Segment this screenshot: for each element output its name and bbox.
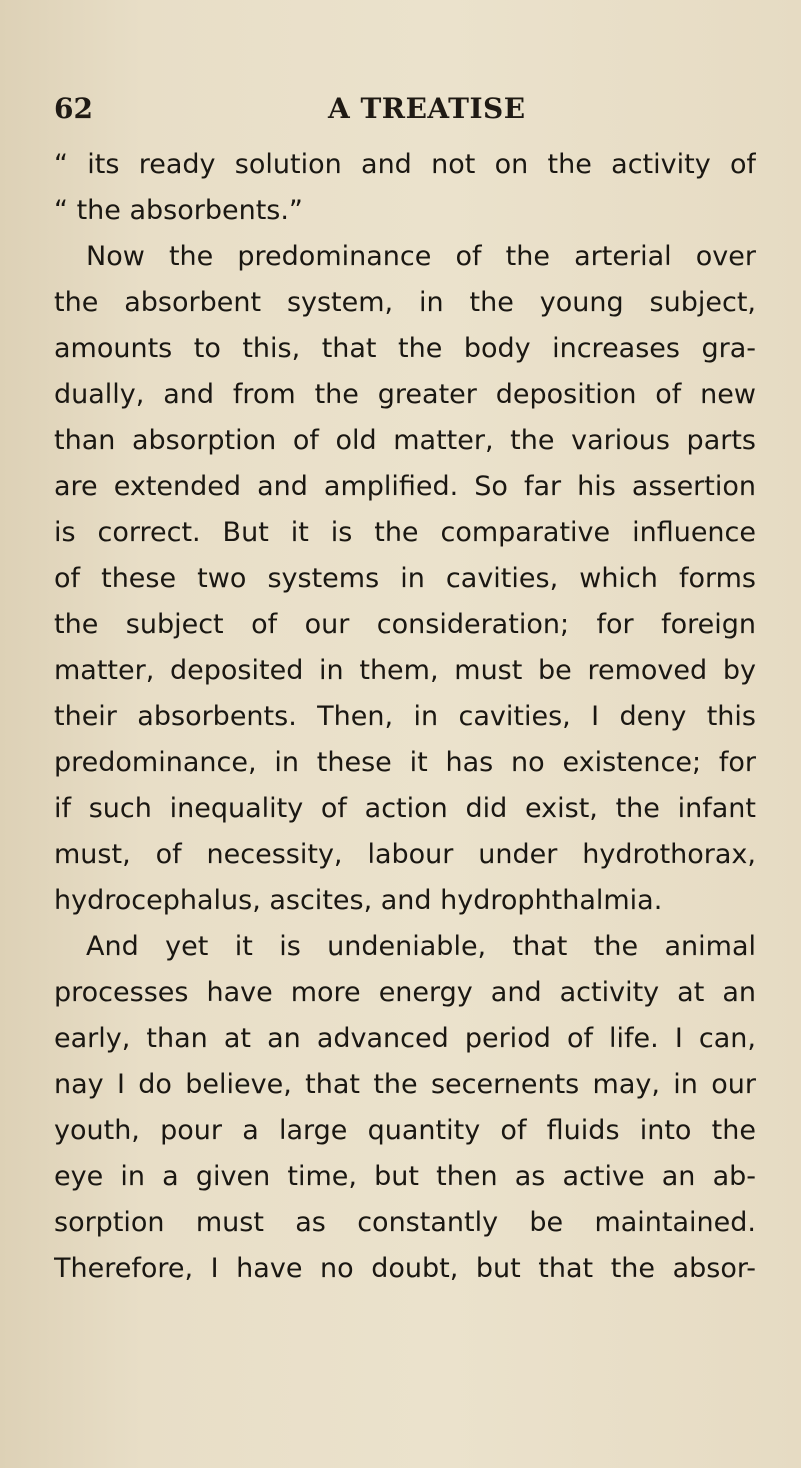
text-line: early, than at an advanced period of life. I can, — [54, 1023, 756, 1054]
text-line: of these two systems in cavities, which forms — [54, 563, 756, 594]
text-line: if such inequality of action did exist, the infant — [54, 793, 756, 824]
page-number: 62 — [54, 92, 93, 125]
text-line: processes have more energy and activity at an — [54, 977, 756, 1008]
text-line: sorption must as constantly be maintained. — [54, 1207, 756, 1238]
text-line: are extended and amplified. So far his assertion — [54, 471, 756, 502]
text-line: youth, pour a large quantity of fluids into the — [54, 1115, 756, 1146]
paragraph-first-line: And yet it is undeniable, that the animal — [86, 931, 756, 962]
text-line: amounts to this, that the body increases gra- — [54, 333, 756, 364]
text-line: is correct. But it is the comparative influence — [54, 517, 756, 548]
body-text — [54, 142, 756, 1292]
text-line: eye in a given time, but then as active an ab- — [54, 1161, 756, 1192]
text-line: Therefore, I have no doubt, but that the absor- — [54, 1253, 756, 1284]
page-header — [54, 92, 754, 132]
text-line: matter, deposited in them, must be removed by — [54, 655, 756, 686]
text-line: the absorbent system, in the young subject, — [54, 287, 756, 318]
text-line: their absorbents. Then, in cavities, I deny this — [54, 701, 756, 732]
paragraph-first-line: Now the predominance of the arterial over — [86, 241, 756, 272]
text-line: dually, and from the greater deposition of new — [54, 379, 756, 410]
text-line: “ the absorbents.” — [54, 195, 303, 226]
text-line: than absorption of old matter, the various parts — [54, 425, 756, 456]
text-line: nay I do believe, that the secernents may, in our — [54, 1069, 756, 1100]
text-line: hydrocephalus, ascites, and hydrophthalmia. — [54, 885, 663, 916]
text-line: must, of necessity, labour under hydrothorax, — [54, 839, 756, 870]
text-line: the subject of our consideration; for foreign — [54, 609, 756, 640]
text-line: “ its ready solution and not on the activity of — [54, 149, 756, 180]
running-head: A TREATISE — [328, 92, 526, 125]
text-line: predominance, in these it has no existence; for — [54, 747, 756, 778]
